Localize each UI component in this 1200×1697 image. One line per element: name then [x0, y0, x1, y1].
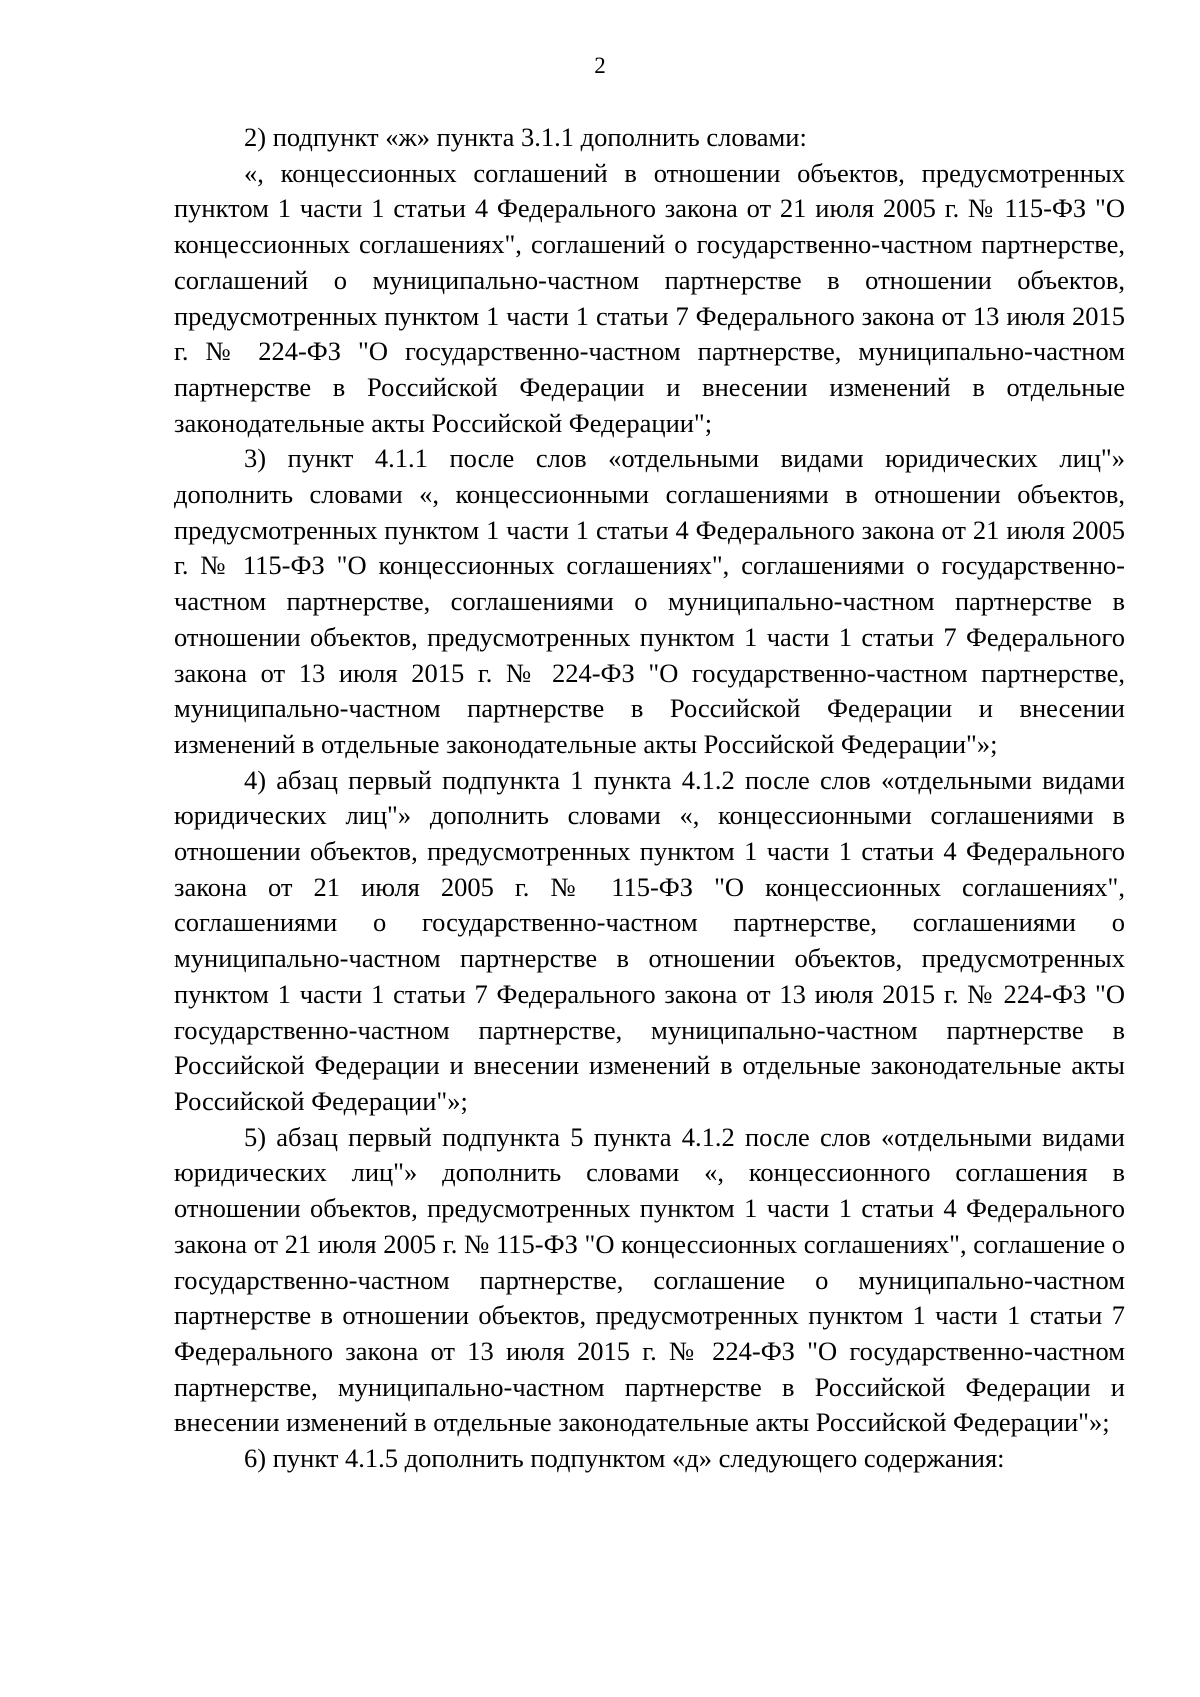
paragraph-inserted-text: «, концессионных соглашений в отношении объектов, предусмотренных пунктом 1 части 1 статьи 4 Федерального закона от 21 июля 2005 г. № 115-ФЗ "О концессионных соглашениях", соглашений о государственно-частном партнерстве, соглашений о муниципально-частном партнерстве в отношении объектов, предусмотренных пунктом 1 части 1 статьи 7 Федерального закона от 13 июля 2015 г. № 224-ФЗ "О государственно-частном партнерстве, муниципально-частном партнерстве в Российской Федерации и внесении изменений в отдельные законодательные акты Российской Федерации";	[174, 157, 1125, 438]
paragraph-item-2: 2) подпункт «ж» пункта 3.1.1 дополнить словами:	[244, 122, 807, 152]
document-body	[174, 120, 1125, 1477]
paragraph-item-4: 4) абзац первый подпункта 1 пункта 4.1.2 после слов «отдельными видами юридических лиц"» дополнить словами «, концессионными соглашениями в отношении объектов, предусмотренных пунктом 1 части 1 статьи 4 Федерального закона от 21 июля 2005 г. № 115-ФЗ "О концессионных соглашениях", соглашениями о государственно-частном партнерстве, соглашениями о муниципально-частном партнерстве в отношении объектов, предусмотренных пунктом 1 части 1 статьи 7 Федерального закона от 13 июля 2015 г. № 224-ФЗ "О государственно-частном партнерстве, муниципально-частном партнерстве в Российской Федерации и внесении изменений в отдельные законодательные акты Российской Федерации"»;	[174, 764, 1125, 1116]
paragraph-item-5: 5) абзац первый подпункта 5 пункта 4.1.2 после слов «отдельными видами юридических лиц"» дополнить словами «, концессионного соглашения в отношении объектов, предусмотренных пунктом 1 части 1 статьи 4 Федерального закона от 21 июля 2005 г. № 115-ФЗ "О концессионных соглашениях", соглашение о государственно-частном партнерстве, соглашение о муниципально-частном партнерстве в отношении объектов, предусмотренных пунктом 1 части 1 статьи 7 Федерального закона от 13 июля 2015 г. № 224-ФЗ "О государственно-частном партнерстве, муниципально-частном партнерстве в Российской Федерации и внесении изменений в отдельные законодательные акты Российской Федерации"»;	[174, 1121, 1125, 1438]
paragraph-item-3: 3) пункт 4.1.1 после слов «отдельными видами юридических лиц"» дополнить словами «, концессионными соглашениями в отношении объектов, предусмотренных пунктом 1 части 1 статьи 4 Федерального закона от 21 июля 2005 г. № 115-ФЗ "О концессионных соглашениях", соглашениями о государственно-частном партнерстве, соглашениями о муниципально-частном партнерстве в отношении объектов, предусмотренных пунктом 1 части 1 статьи 7 Федерального закона от 13 июля 2015 г. № 224-ФЗ "О государственно-частном партнерстве, муниципально-частном партнерстве в Российской Федерации и внесении изменений в отдельные законодательные акты Российской Федерации"»;	[174, 443, 1125, 759]
page-number: 2	[594, 53, 606, 78]
paragraph-item-6: 6) пункт 4.1.5 дополнить подпунктом «д» следующего содержания:	[244, 1443, 1005, 1474]
